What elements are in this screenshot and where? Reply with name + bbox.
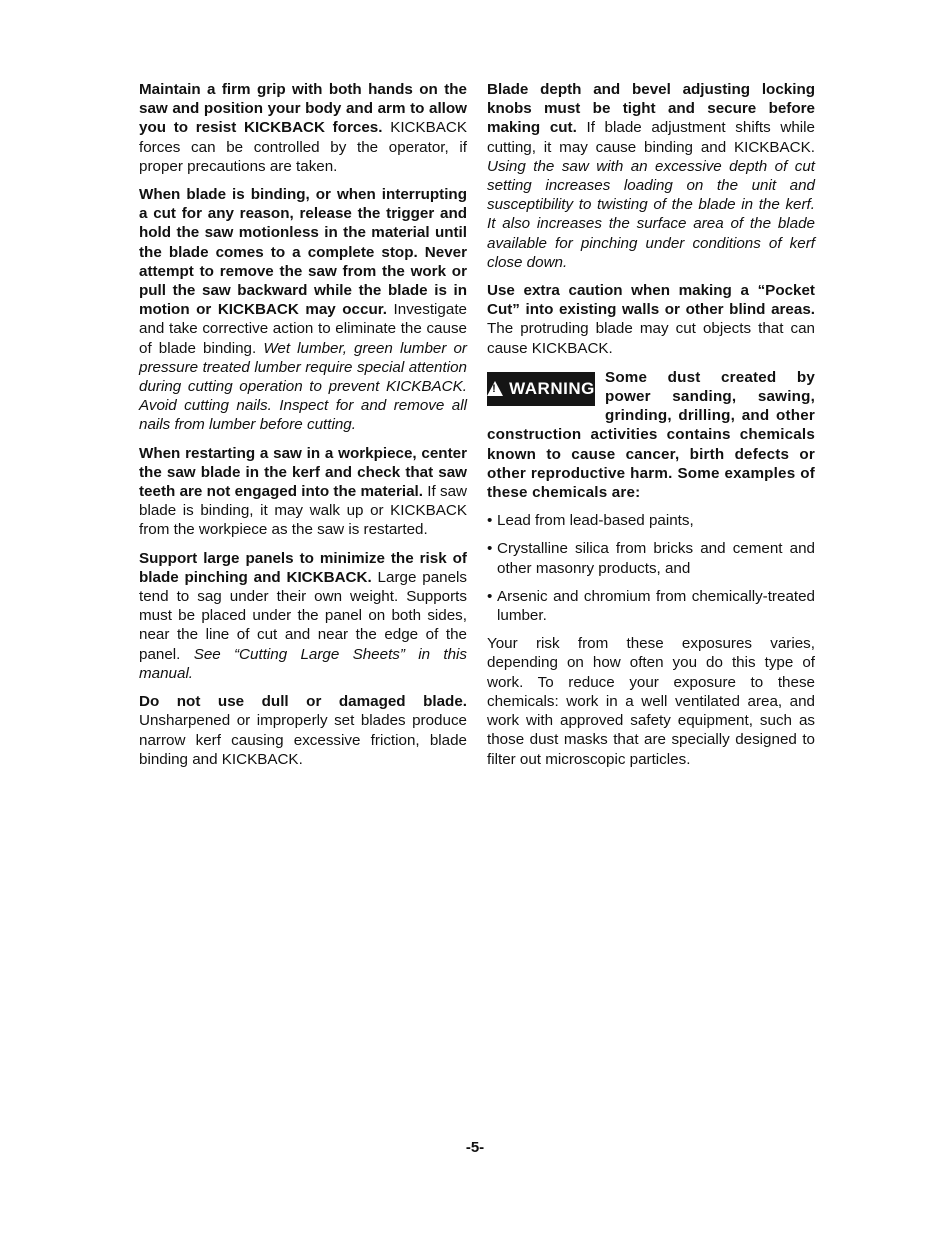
paragraph-body: Investigate and take corrective action to eliminate the cause of blade binding. xyxy=(139,301,467,357)
right-column xyxy=(487,80,815,778)
safety-paragraph xyxy=(139,692,467,769)
list-item: • Lead from lead-based paints, xyxy=(487,511,815,530)
paragraph-lead: When blade is binding, or when interrupting a cut for any reason, release the trigger and hold the saw motionless in the material until the blade comes to a complete stop. Never attempt to remove the saw from the work or pull the saw backward while the blade is in motion or KICKBACK may occur. xyxy=(139,186,467,319)
safety-paragraph xyxy=(139,80,467,176)
safety-paragraph xyxy=(139,185,467,435)
paragraph-note: Using the saw with an excessive depth of cut setting increases loading on the unit and susceptibility to twisting of the blade in the kerf. It also increases the surface area of the blade available for pinching under conditions of kerf close down. xyxy=(487,157,815,271)
paragraph-body: Unsharpened or improperly set blades produce narrow kerf causing excessive friction, blade binding and KICKBACK. xyxy=(139,712,467,768)
list-item: • Crystalline silica from bricks and cement and other masonry products, and xyxy=(487,539,815,577)
paragraph-lead: When restarting a saw in a workpiece, center the saw blade in the kerf and check that saw teeth are not engaged into the material. xyxy=(139,444,467,501)
safety-paragraph xyxy=(139,444,467,540)
warning-text: Some dust created by power sanding, sawing, grinding, drilling, and other construction activities contains chemicals known to cause cancer, birth defects or other reproductive harm. Some examples of these chemicals are: xyxy=(487,368,815,502)
paragraph-body: Large panels tend to sag under their own weight. Supports must be placed under the panel on both sides, near the line of cut and near the edge of the panel. xyxy=(139,568,467,663)
paragraph-body: If saw blade is binding, it may walk up or KICKBACK from the workpiece as the saw is restarted. xyxy=(139,483,467,539)
paragraph-lead: Maintain a firm grip with both hands on the saw and position your body and arm to allow you to resist KICKBACK forces. xyxy=(139,81,467,137)
list-item: • Arsenic and chromium from chemically-treated lumber. xyxy=(487,587,815,625)
paragraph-lead: Support large panels to minimize the risk of blade pinching and KICKBACK. xyxy=(139,549,467,586)
exposure-paragraph: Your risk from these exposures varies, depending on how often you do this type of work. To reduce your exposure to these chemicals: work in a well ventilated area, and work with approved safety equipment, such as those dust masks that are specially designed to filter out microscopic particles. xyxy=(487,635,815,768)
paragraph-body: KICKBACK forces can be controlled by the operator, if proper precautions are taken. xyxy=(139,119,467,175)
left-column xyxy=(139,80,467,778)
paragraph-lead: Use extra caution when making a “Pocket Cut” into existing walls or other blind areas. xyxy=(487,282,815,319)
paragraph-body: The protruding blade may cut objects that can cause KICKBACK. xyxy=(487,320,815,357)
paragraph-lead: Blade depth and bevel adjusting locking knobs must be tight and secure before making cut. xyxy=(487,81,815,137)
warning-triangle-icon xyxy=(487,381,503,396)
chemical-list xyxy=(487,511,815,625)
safety-paragraph xyxy=(487,80,815,272)
paragraph-body: If blade adjustment shifts while cutting, it may cause binding and KICKBACK. xyxy=(487,119,815,156)
safety-paragraph xyxy=(487,281,815,358)
paragraph-note: Wet lumber, green lumber or pressure treated lumber require special attention during cutting operation to prevent KICKBACK. Avoid cutting nails. Inspect for and remove all nails from lumber before cutting. xyxy=(139,339,467,434)
paragraph-note: See “Cutting Large Sheets” in this manual. xyxy=(139,645,467,682)
safety-paragraph xyxy=(139,549,467,683)
page-number: -5- xyxy=(465,1139,485,1156)
warning-badge-label: WARNING xyxy=(509,379,595,399)
warning-block xyxy=(487,368,815,502)
paragraph-lead: Do not use dull or damaged blade. xyxy=(139,693,467,711)
warning-badge xyxy=(487,372,595,406)
